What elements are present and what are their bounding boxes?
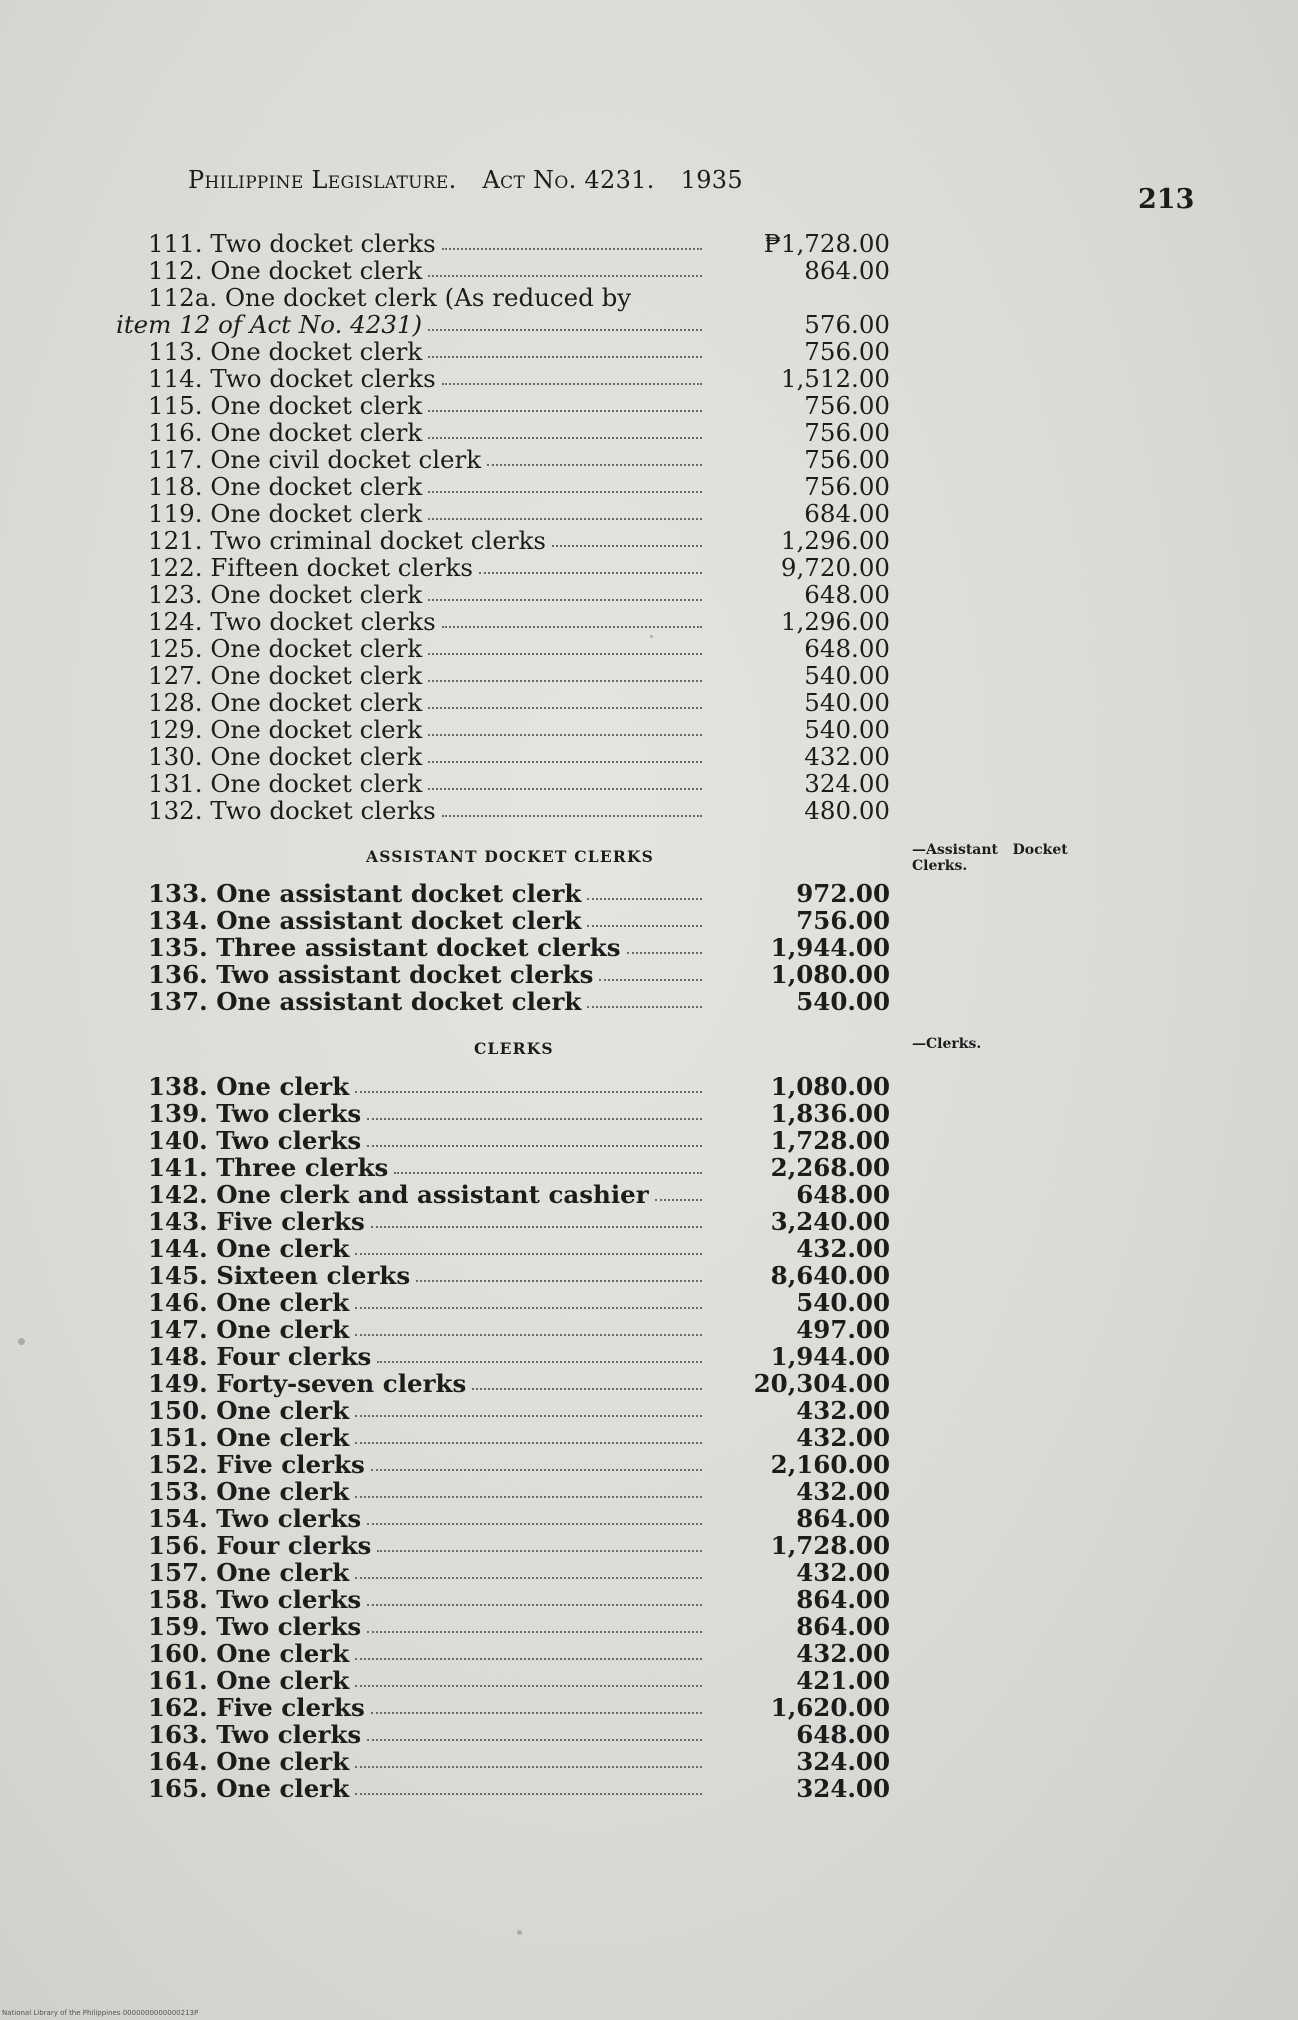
- line-item-description: [148, 1073, 702, 1100]
- dot-leader: [371, 1694, 702, 1714]
- line-item-description: [148, 770, 702, 797]
- line-item-amount: 432.00: [796, 1234, 890, 1263]
- line-item-continuation: [116, 311, 890, 338]
- line-item-description: [148, 365, 702, 392]
- line-item-description: [148, 1208, 702, 1235]
- line-item-amount: 432.00: [796, 1558, 890, 1587]
- dot-leader: [587, 988, 702, 1008]
- line-item: [148, 770, 890, 797]
- line-item-label: 111. Two docket clerks: [148, 229, 436, 258]
- line-item-amount: 648.00: [804, 580, 890, 609]
- line-item-description: [148, 743, 702, 770]
- line-item-label: 145. Sixteen clerks: [148, 1261, 411, 1290]
- scan-credit: National Library of the Philippines 0000000000000213P: [2, 2009, 199, 2017]
- line-item: [148, 1127, 890, 1154]
- dot-leader: [428, 311, 702, 331]
- line-item: [148, 1586, 890, 1613]
- line-item-amount: 1,728.00: [770, 1126, 890, 1155]
- line-item-amount: 756.00: [804, 391, 890, 420]
- line-item-amount: 324.00: [796, 1747, 890, 1776]
- dot-leader: [479, 554, 702, 574]
- line-item: [148, 527, 890, 554]
- line-item-label: 134. One assistant docket clerk: [148, 906, 582, 935]
- line-item: [148, 338, 890, 365]
- line-item-label: 137. One assistant docket clerk: [148, 987, 582, 1016]
- line-item-description: [148, 1154, 702, 1181]
- line-item-description: [148, 1505, 702, 1532]
- line-item-amount: 756.00: [796, 906, 890, 935]
- line-item-label: 139. Two clerks: [148, 1099, 362, 1128]
- line-item: [148, 608, 890, 635]
- dot-leader: [442, 608, 702, 628]
- line-item-amount: 432.00: [796, 1477, 890, 1506]
- line-item: [148, 1775, 890, 1802]
- dot-leader: [428, 500, 702, 520]
- line-item: [148, 365, 890, 392]
- line-item-amount: 864.00: [796, 1504, 890, 1533]
- line-item: [148, 689, 890, 716]
- line-item-amount: 1,836.00: [770, 1099, 890, 1128]
- line-item-amount: 432.00: [796, 1396, 890, 1425]
- dot-leader: [587, 907, 702, 927]
- line-item-label: 113. One docket clerk: [148, 337, 423, 366]
- line-item-amount: 648.00: [796, 1720, 890, 1749]
- line-item-label: 150. One clerk: [148, 1396, 350, 1425]
- dot-leader: [394, 1154, 702, 1174]
- line-item-description: [148, 1667, 702, 1694]
- line-item-description: [148, 907, 702, 934]
- line-item-amount: 864.00: [796, 1585, 890, 1614]
- line-item-description: [148, 581, 702, 608]
- line-item-description: [148, 662, 702, 689]
- dot-leader: [428, 257, 702, 277]
- dot-leader: [355, 1667, 702, 1687]
- line-item: [148, 473, 890, 500]
- line-item-description: [148, 1397, 702, 1424]
- dot-leader: [355, 1235, 702, 1255]
- dot-leader: [552, 527, 702, 547]
- line-item: [148, 1289, 890, 1316]
- line-item-amount: 864.00: [804, 256, 890, 285]
- line-item-description: [148, 1586, 702, 1613]
- line-item-description: [148, 797, 702, 824]
- line-item: [148, 1343, 890, 1370]
- line-item-label: 123. One docket clerk: [148, 580, 423, 609]
- paper-speck: [650, 635, 653, 638]
- line-item-amount: 684.00: [804, 499, 890, 528]
- line-item-label: 124. Two docket clerks: [148, 607, 436, 636]
- line-item: [148, 230, 890, 257]
- margin-note-line: Clerks.: [912, 858, 968, 874]
- line-item: [148, 988, 890, 1015]
- line-item-description: [148, 635, 702, 662]
- dot-leader: [599, 961, 702, 981]
- line-item-description: [148, 1262, 702, 1289]
- line-item-description: [148, 1424, 702, 1451]
- line-item-description: [148, 500, 702, 527]
- line-item-label: 140. Two clerks: [148, 1126, 362, 1155]
- dot-leader: [428, 635, 702, 655]
- line-item: [148, 1370, 890, 1397]
- dot-leader: [428, 392, 702, 412]
- line-item-label: 151. One clerk: [148, 1423, 350, 1452]
- dot-leader: [627, 934, 702, 954]
- line-item-amount: 756.00: [804, 337, 890, 366]
- line-item-label: 142. One clerk and assistant cashier: [148, 1180, 649, 1209]
- line-item-amount: 1,080.00: [770, 960, 890, 989]
- line-item-amount: 421.00: [796, 1666, 890, 1695]
- line-item-description: [148, 1721, 702, 1748]
- dot-leader: [367, 1100, 702, 1120]
- line-item: [148, 419, 890, 446]
- line-item-description: [148, 1748, 702, 1775]
- dot-leader: [367, 1505, 702, 1525]
- line-item: [148, 797, 890, 824]
- dot-leader: [355, 1073, 702, 1093]
- line-item-amount: 9,720.00: [780, 553, 890, 582]
- line-item-label: 116. One docket clerk: [148, 418, 423, 447]
- line-item: [148, 1451, 890, 1478]
- line-item-label: 115. One docket clerk: [148, 391, 423, 420]
- line-item-description: [148, 473, 702, 500]
- dot-leader: [355, 1748, 702, 1768]
- line-item-label: 121. Two criminal docket clerks: [148, 526, 546, 555]
- line-item-amount: 324.00: [804, 769, 890, 798]
- line-item: [148, 1748, 890, 1775]
- dot-leader: [371, 1451, 702, 1471]
- dot-leader: [428, 689, 702, 709]
- dot-leader: [355, 1424, 702, 1444]
- section-heading-assistant-docket-clerks: ASSISTANT DOCKET CLERKS: [366, 847, 655, 866]
- line-item-description: [148, 1559, 702, 1586]
- line-item-amount: 8,640.00: [770, 1261, 890, 1290]
- line-item-amount: 648.00: [804, 634, 890, 663]
- dot-leader: [472, 1370, 702, 1390]
- line-item-description: [148, 446, 702, 473]
- line-item-label: 147. One clerk: [148, 1315, 350, 1344]
- line-item: [148, 1559, 890, 1586]
- line-item-amount: 1,512.00: [780, 364, 890, 393]
- line-item-amount: 432.00: [804, 742, 890, 771]
- line-item: [148, 392, 890, 419]
- line-item-description: [148, 689, 702, 716]
- line-item-amount: 540.00: [796, 1288, 890, 1317]
- dot-leader: [367, 1586, 702, 1606]
- line-item-amount: 432.00: [796, 1639, 890, 1668]
- line-item-description: [148, 527, 702, 554]
- line-item-description: [148, 257, 702, 284]
- line-item-description: [148, 1343, 702, 1370]
- line-item-label: 156. Four clerks: [148, 1531, 372, 1560]
- line-item-amount: 576.00: [804, 310, 890, 339]
- line-item-description: [148, 338, 702, 365]
- line-item-description: [148, 1478, 702, 1505]
- dot-leader: [428, 743, 702, 763]
- line-item-label: 127. One docket clerk: [148, 661, 423, 690]
- line-item-description: [148, 934, 702, 961]
- line-item-amount: 972.00: [796, 879, 890, 908]
- line-item-amount: 540.00: [796, 987, 890, 1016]
- line-item: [148, 1208, 890, 1235]
- line-item-description: [148, 880, 702, 907]
- section-heading-clerks: CLERKS: [474, 1039, 554, 1058]
- line-item-amount: 1,296.00: [780, 607, 890, 636]
- line-item-amount: 756.00: [804, 445, 890, 474]
- paper-speck: [18, 1338, 25, 1345]
- line-item-label: 161. One clerk: [148, 1666, 350, 1695]
- line-item-label: 131. One docket clerk: [148, 769, 423, 798]
- dot-leader: [355, 1775, 702, 1795]
- line-item-amount: 756.00: [804, 472, 890, 501]
- paper-speck: [517, 1930, 522, 1935]
- line-item-description: [148, 1370, 702, 1397]
- line-item: [148, 581, 890, 608]
- publication-title: Philippine Legislature.: [188, 166, 457, 194]
- line-item-amount: 324.00: [796, 1774, 890, 1803]
- line-item: [148, 446, 890, 473]
- line-item-amount: 497.00: [796, 1315, 890, 1344]
- dot-leader: [428, 581, 702, 601]
- line-item: [148, 1424, 890, 1451]
- line-item-description: [148, 1451, 702, 1478]
- line-item-label: 114. Two docket clerks: [148, 364, 436, 393]
- line-item-description: [148, 716, 702, 743]
- line-item-description: [148, 1289, 702, 1316]
- running-head: [188, 166, 769, 194]
- dot-leader: [377, 1343, 702, 1363]
- line-item-label: 148. Four clerks: [148, 1342, 372, 1371]
- line-item-label: 125. One docket clerk: [148, 634, 423, 663]
- dot-leader: [428, 716, 702, 736]
- line-item-label: 112. One docket clerk: [148, 256, 423, 285]
- line-item-amount: 1,620.00: [770, 1693, 890, 1722]
- line-item-description: [148, 230, 702, 257]
- line-item: [148, 907, 890, 934]
- line-item: [148, 1073, 890, 1100]
- dot-leader: [355, 1316, 702, 1336]
- line-item-description: [148, 1775, 702, 1802]
- line-item-description: [148, 1181, 702, 1208]
- line-item: [148, 961, 890, 988]
- line-item: [148, 257, 890, 284]
- act-number: Act No. 4231.: [482, 166, 655, 194]
- line-item-description: [148, 1316, 702, 1343]
- dot-leader: [428, 338, 702, 358]
- line-item-label: 157. One clerk: [148, 1558, 350, 1587]
- dot-leader: [355, 1289, 702, 1309]
- margin-note-assistant-docket-clerks: [912, 842, 1068, 874]
- line-item-label: 154. Two clerks: [148, 1504, 362, 1533]
- dot-leader: [377, 1532, 702, 1552]
- line-item-label: 135. Three assistant docket clerks: [148, 933, 621, 962]
- header-year: 1935: [680, 166, 743, 194]
- line-item-description: [148, 1613, 702, 1640]
- line-item-label: 128. One docket clerk: [148, 688, 423, 717]
- line-item: [148, 743, 890, 770]
- line-item-label: 160. One clerk: [148, 1639, 350, 1668]
- line-item: [148, 1721, 890, 1748]
- line-item-label: 136. Two assistant docket clerks: [148, 960, 594, 989]
- line-item-amount: 648.00: [796, 1180, 890, 1209]
- line-item-amount: 20,304.00: [753, 1369, 890, 1398]
- dot-leader: [355, 1640, 702, 1660]
- line-item-label: 141. Three clerks: [148, 1153, 389, 1182]
- line-item-amount: 1,728.00: [770, 1531, 890, 1560]
- line-item: [148, 1100, 890, 1127]
- line-item: [148, 662, 890, 689]
- dot-leader: [355, 1559, 702, 1579]
- line-item-description: [148, 988, 702, 1015]
- dot-leader: [371, 1208, 702, 1228]
- line-item-amount: 1,080.00: [770, 1072, 890, 1101]
- line-item-description: [148, 1100, 702, 1127]
- margin-note-line: —Assistant Docket: [912, 842, 1068, 858]
- line-item: [148, 1694, 890, 1721]
- line-item: [148, 1667, 890, 1694]
- line-item: [148, 554, 890, 581]
- line-item-label: 149. Forty-seven clerks: [148, 1369, 467, 1398]
- dot-leader: [367, 1127, 702, 1147]
- line-item-label: 159. Two clerks: [148, 1612, 362, 1641]
- line-item-description: [148, 419, 702, 446]
- dot-leader: [355, 1478, 702, 1498]
- line-item: [148, 1397, 890, 1424]
- dot-leader: [416, 1262, 702, 1282]
- line-item-amount: 1,296.00: [780, 526, 890, 555]
- line-item: [148, 1613, 890, 1640]
- line-item-label: 143. Five clerks: [148, 1207, 365, 1236]
- line-item: [148, 1181, 890, 1208]
- line-item-amount: 540.00: [804, 661, 890, 690]
- dot-leader: [428, 473, 702, 493]
- line-item-amount: 432.00: [796, 1423, 890, 1452]
- line-item-label: 164. One clerk: [148, 1747, 350, 1776]
- dot-leader: [367, 1613, 702, 1633]
- line-item-amount: 480.00: [804, 796, 890, 825]
- line-item-label: 133. One assistant docket clerk: [148, 879, 582, 908]
- line-item: [148, 1640, 890, 1667]
- dot-leader: [355, 1397, 702, 1417]
- line-item: [148, 1262, 890, 1289]
- line-item-label: 153. One clerk: [148, 1477, 350, 1506]
- dot-leader: [587, 880, 702, 900]
- line-item-label: 152. Five clerks: [148, 1450, 365, 1479]
- line-item-label: 162. Five clerks: [148, 1693, 365, 1722]
- line-item-description: [148, 392, 702, 419]
- line-item: [148, 1235, 890, 1262]
- line-item-amount: 1,944.00: [770, 933, 890, 962]
- line-item: [148, 284, 890, 311]
- line-item: [148, 1316, 890, 1343]
- line-item-label: 112a. One docket clerk (As reduced by: [148, 283, 632, 312]
- line-item-amount: 2,160.00: [770, 1450, 890, 1479]
- dot-leader: [442, 797, 702, 817]
- line-item-label: 122. Fifteen docket clerks: [148, 553, 473, 582]
- line-item-label: 117. One civil docket clerk: [148, 445, 482, 474]
- line-item-amount: 540.00: [804, 688, 890, 717]
- line-item-label: 163. Two clerks: [148, 1720, 362, 1749]
- line-item-amount: 3,240.00: [770, 1207, 890, 1236]
- line-item-amount: 756.00: [804, 418, 890, 447]
- line-item-amount: 1,944.00: [770, 1342, 890, 1371]
- line-item: [148, 1154, 890, 1181]
- line-item-label: 165. One clerk: [148, 1774, 350, 1803]
- line-item: [148, 934, 890, 961]
- line-item: [148, 1478, 890, 1505]
- line-item-label: 130. One docket clerk: [148, 742, 423, 771]
- dot-leader: [487, 446, 702, 466]
- line-item-description: [148, 1640, 702, 1667]
- dot-leader: [428, 419, 702, 439]
- line-item: [148, 716, 890, 743]
- page-number: 213: [1138, 184, 1195, 215]
- line-item-description: [148, 1694, 702, 1721]
- line-item-description: [148, 1532, 702, 1559]
- line-item-label: 146. One clerk: [148, 1288, 350, 1317]
- line-item-description: [148, 554, 702, 581]
- line-item-description: [148, 961, 702, 988]
- line-item-description: [148, 1127, 702, 1154]
- dot-leader: [428, 770, 702, 790]
- dot-leader: [655, 1181, 702, 1201]
- line-item: [148, 500, 890, 527]
- dot-leader: [428, 662, 702, 682]
- dot-leader: [367, 1721, 702, 1741]
- dot-leader: [442, 230, 702, 250]
- line-item-amount: 540.00: [804, 715, 890, 744]
- line-item-description: [148, 1235, 702, 1262]
- line-item-amount: 2,268.00: [770, 1153, 890, 1182]
- line-item: [148, 880, 890, 907]
- line-item-label: 129. One docket clerk: [148, 715, 423, 744]
- line-item-label: 144. One clerk: [148, 1234, 350, 1263]
- line-item-label: 158. Two clerks: [148, 1585, 362, 1614]
- line-item-amount: ₱1,728.00: [763, 229, 890, 258]
- line-item: [148, 635, 890, 662]
- line-item-description: [148, 608, 702, 635]
- line-item-amount: 864.00: [796, 1612, 890, 1641]
- dot-leader: [442, 365, 702, 385]
- line-item: [148, 1505, 890, 1532]
- margin-note-clerks: —Clerks.: [912, 1036, 982, 1052]
- line-item-label: 132. Two docket clerks: [148, 796, 436, 825]
- line-item-continuation-text: item 12 of Act No. 4231): [116, 310, 423, 339]
- line-item-description: [116, 311, 702, 338]
- line-item: [148, 1532, 890, 1559]
- line-item-description: [148, 284, 702, 311]
- line-item-label: 118. One docket clerk: [148, 472, 423, 501]
- line-item-label: 119. One docket clerk: [148, 499, 423, 528]
- line-item-label: 138. One clerk: [148, 1072, 350, 1101]
